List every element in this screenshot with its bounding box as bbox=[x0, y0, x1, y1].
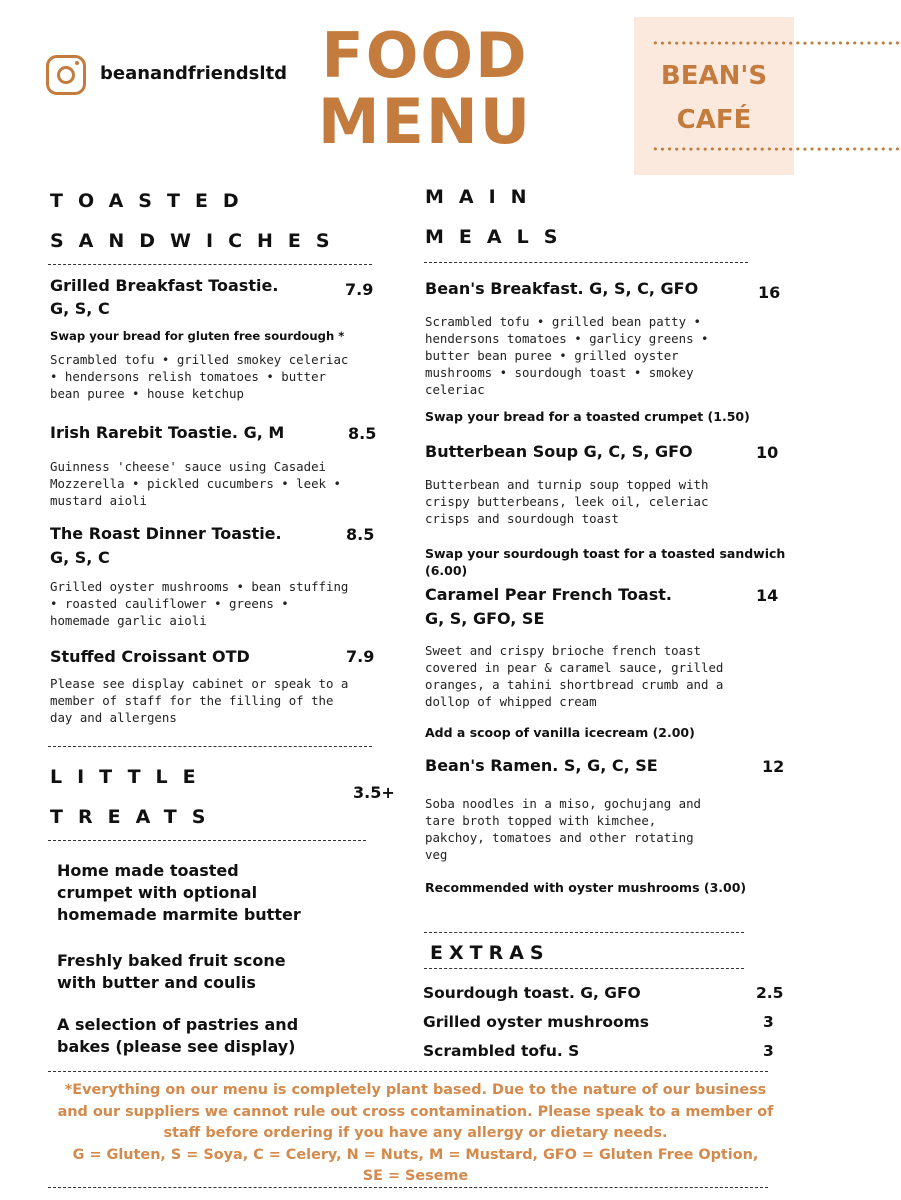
divider bbox=[48, 1187, 768, 1188]
allergen-key-line: G = Gluten, S = Soya, C = Celery, N = Nuts, M = Mustard, GFO = Gluten Free Option, bbox=[72, 1146, 759, 1163]
menu-item-price: 7.9 bbox=[345, 280, 374, 299]
page-title-line2: MENU bbox=[317, 85, 533, 158]
divider bbox=[424, 968, 744, 969]
divider bbox=[48, 746, 372, 747]
menu-item-price: 10 bbox=[756, 443, 779, 462]
treats-price: 3.5+ bbox=[353, 783, 395, 802]
menu-item-name: Grilled Breakfast Toastie. bbox=[50, 276, 279, 295]
allergy-disclaimer bbox=[40, 1080, 791, 1188]
menu-item-tags: G, S, GFO, SE bbox=[425, 609, 545, 628]
treats-title-line2: TREATS bbox=[50, 806, 221, 828]
menu-item-price: 14 bbox=[756, 586, 779, 605]
page-title-line1: FOOD bbox=[321, 19, 529, 92]
toasted-title-line1: TOASTED bbox=[50, 190, 254, 212]
menu-item-tags: G, S, C bbox=[50, 299, 110, 318]
mains-title-line1: MAIN bbox=[425, 186, 542, 208]
instagram-dot bbox=[75, 61, 79, 65]
treat-item: Freshly baked fruit scone with butter and coulis bbox=[57, 951, 286, 992]
treat-item: Home made toasted crumpet with optional homemade marmite butter bbox=[57, 861, 301, 924]
menu-item-desc: Sweet and crispy brioche french toast covered in pear & caramel sauce, grilled oranges, a tahini shortbread crumb and a dollop of whipped cream bbox=[425, 643, 724, 709]
menu-item-name: Butterbean Soup G, C, S, GFO bbox=[425, 442, 693, 461]
menu-item-desc: Please see display cabinet or speak to a member of staff for the filling of the day and allergens bbox=[50, 676, 349, 725]
extra-item-price: 3 bbox=[763, 1013, 774, 1031]
menu-item-name: Caramel Pear French Toast. bbox=[425, 585, 672, 604]
disclaimer-line: *Everything on our menu is completely plant based. Due to the nature of our business bbox=[64, 1082, 767, 1098]
menu-item-note: Swap your sourdough toast for a toasted sandwich (6.00) bbox=[425, 546, 786, 578]
disclaimer-line: staff before ordering if you have any allergy or dietary needs. bbox=[163, 1125, 668, 1141]
menu-item-name: Stuffed Croissant OTD bbox=[50, 647, 250, 666]
menu-item-note: Add a scoop of vanilla icecream (2.00) bbox=[425, 725, 695, 740]
menu-item-price: 8.5 bbox=[348, 424, 377, 443]
treat-item: A selection of pastries and bakes (please see display) bbox=[57, 1015, 299, 1056]
menu-item-note: Recommended with oyster mushrooms (3.00) bbox=[425, 880, 747, 895]
instagram-lens bbox=[57, 66, 75, 84]
divider bbox=[48, 264, 372, 265]
logo-line2: CAFÉ bbox=[676, 105, 752, 135]
menu-item-note: Swap your bread for gluten free sourdough * bbox=[50, 329, 345, 343]
menu-item-tags: G, S, C bbox=[50, 548, 110, 567]
divider bbox=[48, 840, 366, 841]
menu-item-desc: Guinness 'cheese' sauce using Casadei Mozzerella • pickled cucumbers • leek • mustard aioli bbox=[50, 459, 341, 508]
disclaimer-line: and our suppliers we cannot rule out cross contamination. Please speak to a member of bbox=[57, 1103, 774, 1120]
menu-item-price: 8.5 bbox=[346, 525, 375, 544]
menu-item-price: 7.9 bbox=[346, 647, 375, 666]
instagram-handle: beanandfriendsltd bbox=[100, 63, 288, 84]
menu-item-desc: Grilled oyster mushrooms • bean stuffing • roasted cauliflower • greens • homemade garlic aioli bbox=[50, 579, 349, 628]
toasted-title-line2: SANDWICHES bbox=[50, 230, 345, 252]
extra-item-name: Grilled oyster mushrooms bbox=[423, 1013, 650, 1031]
menu-item-price: 12 bbox=[762, 757, 785, 776]
extra-item-price: 3 bbox=[763, 1042, 774, 1060]
logo-line1: BEAN'S bbox=[660, 61, 768, 91]
menu-item-note: Swap your bread for a toasted crumpet (1.50) bbox=[425, 409, 750, 424]
logo-dots-top: •∙•∙•∙•∙•∙•∙•∙•∙•∙•∙•∙•∙•∙•∙•∙•∙•∙• bbox=[652, 37, 901, 50]
allergen-key-line: SE = Seseme bbox=[362, 1168, 469, 1184]
menu-item-desc: Scrambled tofu • grilled bean patty • hendersons tomatoes • garlicy greens • butter bean puree • grilled oyster mushrooms • sourdough toast • smokey celeriac bbox=[425, 314, 709, 397]
menu-item-desc: Butterbean and turnip soup topped with crispy butterbeans, leek oil, celeriac crisps and sourdough toast bbox=[425, 477, 709, 526]
divider bbox=[424, 262, 748, 263]
instagram-icon bbox=[46, 55, 86, 95]
mains-title-line2: MEALS bbox=[425, 226, 573, 248]
logo-dots-bottom: •∙•∙•∙•∙•∙•∙•∙•∙•∙•∙•∙•∙•∙•∙•∙•∙•∙• bbox=[652, 143, 901, 156]
treats-title-line1: LITTLE bbox=[50, 766, 211, 788]
menu-item-name: The Roast Dinner Toastie. bbox=[50, 524, 282, 543]
extra-item-name: Scrambled tofu. S bbox=[423, 1042, 580, 1060]
menu-item-price: 16 bbox=[758, 283, 781, 302]
menu-item-name: Bean's Ramen. S, G, C, SE bbox=[425, 756, 658, 775]
divider bbox=[424, 932, 744, 933]
extras-title: EXTRAS bbox=[430, 942, 550, 964]
menu-item-desc: Scrambled tofu • grilled smokey celeriac • hendersons relish tomatoes • butter bean puree • house ketchup bbox=[50, 352, 349, 401]
menu-item-desc: Soba noodles in a miso, gochujang and tare broth topped with kimchee, pakchoy, tomatoes and other rotating veg bbox=[425, 796, 702, 862]
extra-item-name: Sourdough toast. G, GFO bbox=[423, 984, 641, 1002]
divider bbox=[48, 1071, 768, 1072]
menu-item-name: Irish Rarebit Toastie. G, M bbox=[50, 423, 285, 442]
extra-item-price: 2.5 bbox=[756, 984, 784, 1002]
menu-item-name: Bean's Breakfast. G, S, C, GFO bbox=[425, 279, 699, 298]
cafe-logo bbox=[634, 17, 901, 175]
